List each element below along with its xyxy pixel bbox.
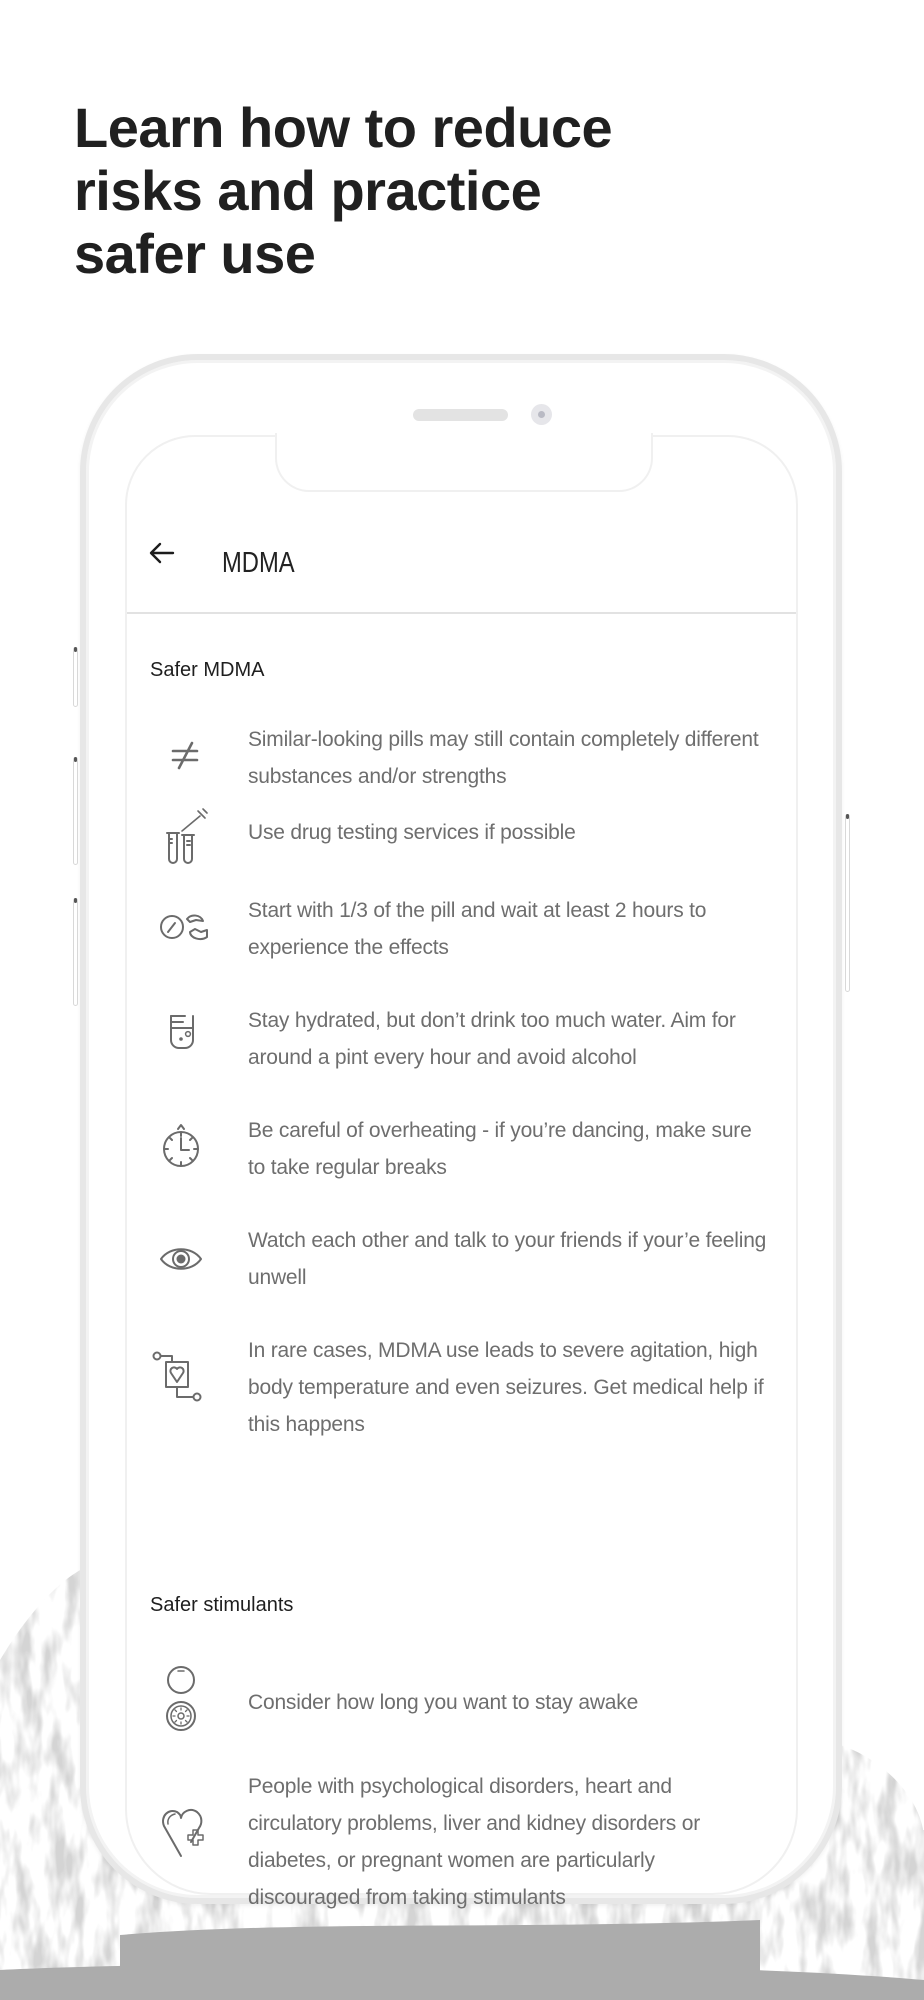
headline-line-3: safer use (74, 222, 316, 285)
tip-text: People with psychological disorders, heart and circulatory problems, liver and kidney disorders or diabetes, or pregnant women are particularly discouraged from taking stimulants (248, 1775, 700, 1909)
tip-text: Consider how long you want to stay awake (248, 1691, 639, 1714)
app-bar (127, 437, 796, 614)
heart-plus-icon (157, 1798, 213, 1878)
headline-line-1: Learn how to reduce (74, 96, 613, 159)
phone-speaker (413, 409, 508, 421)
stopwatch-icon (157, 1112, 213, 1182)
pills-icon (157, 892, 213, 962)
tip-text: Use drug testing services if possible (248, 821, 576, 844)
phone-mute-switch (73, 647, 78, 707)
tip-text: In rare cases, MDMA use leads to severe agitation, high body temperature and even seizures. Get medical help if this happens (248, 1339, 764, 1436)
test-tubes-icon (157, 799, 213, 869)
section-title-safer-mdma: Safer MDMA (150, 659, 265, 681)
water-glass-icon (157, 1002, 213, 1072)
phone-volume-up-button (73, 757, 78, 865)
tip-text: Similar-looking pills may still contain completely different substances and/or strengths (248, 728, 759, 788)
section-title-safer-stimulants: Safer stimulants (150, 1594, 294, 1616)
eye-icon (157, 1222, 213, 1292)
phone-volume-down-button (73, 898, 78, 1006)
arrow-left-icon[interactable] (147, 538, 177, 568)
headline-line-2: risks and practice (74, 159, 542, 222)
tip-text: Start with 1/3 of the pill and wait at least 2 hours to experience the effects (248, 899, 707, 959)
not-equal-icon (157, 721, 213, 791)
tip-text: Watch each other and talk to your friends if your’e feeling unwell (248, 1229, 767, 1289)
screen-title: MDMA (222, 547, 295, 579)
heart-monitor-icon (151, 1332, 215, 1412)
phone-camera (531, 404, 552, 425)
tip-text: Stay hydrated, but don’t drink too much water. Aim for around a pint every hour and avoid alcohol (248, 1009, 736, 1069)
pocket-watch-icon (157, 1652, 213, 1742)
tip-text: Be careful of overheating - if you’re dancing, make sure to take regular breaks (248, 1119, 752, 1179)
phone-power-button (845, 814, 850, 992)
app-screen (125, 435, 798, 1909)
page-headline (74, 96, 694, 285)
